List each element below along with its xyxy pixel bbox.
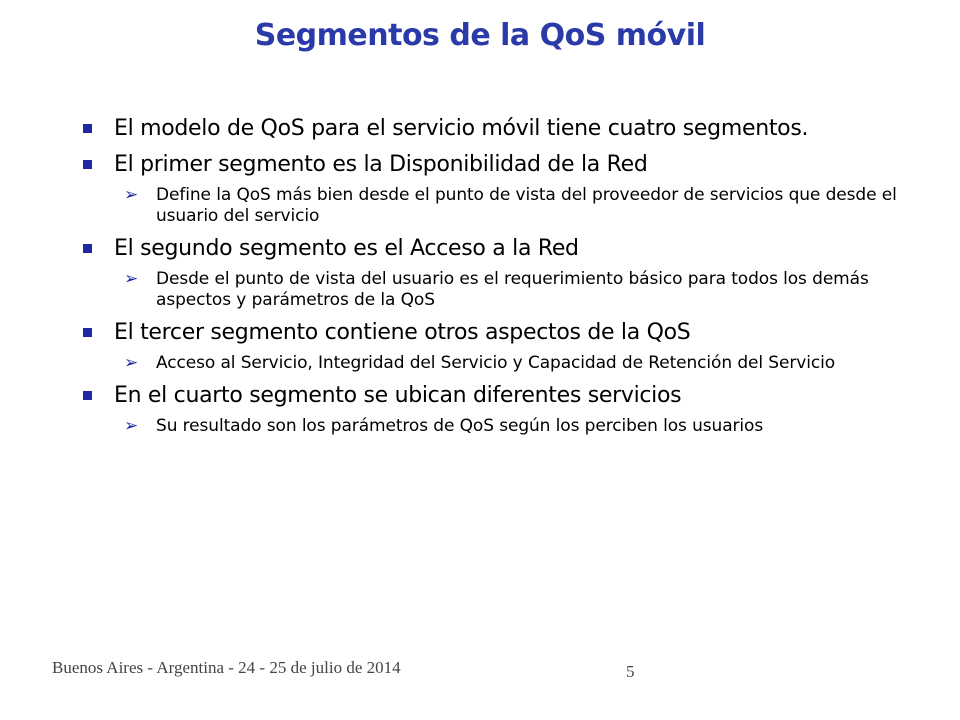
square-bullet-icon: [83, 160, 92, 169]
bullet-text: En el cuarto segmento se ubican diferentes servicios: [114, 383, 682, 408]
bullet-item: [78, 150, 898, 179]
bullet-list: [78, 107, 898, 437]
page-number: 5: [626, 662, 635, 681]
arrow-bullet-icon: ➢: [124, 353, 139, 373]
bullet-text: El primer segmento es la Disponibilidad de la Red: [114, 152, 648, 177]
sub-bullet-text: Su resultado son los parámetros de QoS según los perciben los usuarios: [156, 416, 764, 436]
sub-bullet-item: [78, 416, 898, 437]
bullet-item: [78, 381, 898, 410]
arrow-bullet-icon: ➢: [124, 269, 139, 289]
bullet-text: El modelo de QoS para el servicio móvil tiene cuatro segmentos.: [114, 116, 809, 141]
bullet-text: El tercer segmento contiene otros aspectos de la QoS: [114, 320, 691, 345]
slide-title: Segmentos de la QoS móvil: [254, 18, 706, 53]
arrow-bullet-icon: ➢: [124, 416, 139, 436]
bullet-item: [78, 234, 898, 263]
arrow-bullet-icon: ➢: [124, 185, 139, 205]
bullet-item: [78, 318, 898, 347]
sub-bullet-text: Desde el punto de vista del usuario es el requerimiento básico para todos los demás aspectos y parámetros de la QoS: [156, 269, 869, 310]
footer-location-date: Buenos Aires - Argentina - 24 - 25 de julio de 2014: [52, 658, 401, 677]
square-bullet-icon: [83, 328, 92, 337]
square-bullet-icon: [83, 244, 92, 253]
sub-bullet-item: [78, 185, 898, 227]
sub-bullet-item: [78, 269, 898, 311]
square-bullet-icon: [83, 391, 92, 400]
square-bullet-icon: [83, 124, 92, 133]
sub-bullet-item: [78, 353, 898, 374]
sub-bullet-text: Acceso al Servicio, Integridad del Servicio y Capacidad de Retención del Servicio: [156, 353, 835, 373]
bullet-item: [78, 114, 898, 143]
bullet-text: El segundo segmento es el Acceso a la Red: [114, 236, 579, 261]
sub-bullet-text: Define la QoS más bien desde el punto de vista del proveedor de servicios que desde el usuario del servicio: [156, 185, 897, 226]
